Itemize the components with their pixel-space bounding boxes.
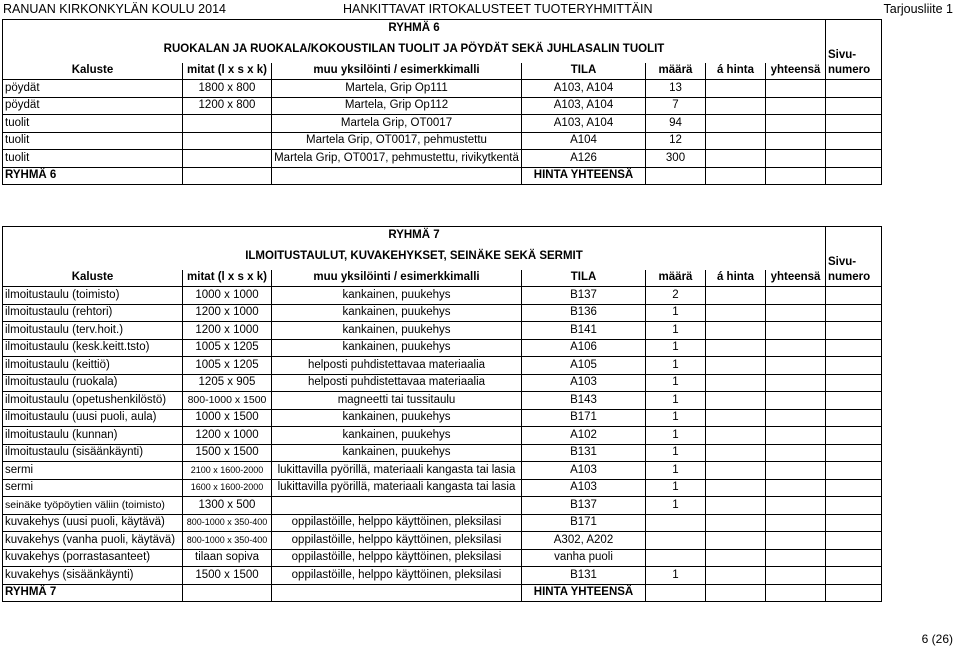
cell-empty: [766, 514, 826, 532]
table-row: [3, 567, 882, 585]
cell-muu: magneetti tai tussitaulu: [272, 392, 522, 410]
cell-mitat: 1600 x 1600-2000: [183, 479, 272, 497]
group6-table: [2, 19, 882, 185]
header-document-title: HANKITTAVAT IRTOKALUSTEET TUOTERYHMITTÄIN: [343, 2, 653, 16]
cell-tila: B131: [522, 444, 646, 462]
cell-muu: kankainen, puukehys: [272, 287, 522, 305]
cell-tila: B137: [522, 287, 646, 305]
cell-empty: [766, 304, 826, 322]
cell-maara: 13: [646, 80, 706, 98]
cell-empty: [826, 444, 882, 462]
cell-empty: [706, 80, 766, 98]
cell-empty: [766, 532, 826, 550]
cell-muu: kankainen, puukehys: [272, 304, 522, 322]
cell-empty: [826, 567, 882, 585]
cell-mitat: [183, 150, 272, 168]
col-maara: määrä: [646, 63, 706, 80]
col-sivunumero: numero: [826, 270, 882, 287]
col-kaluste: Kaluste: [3, 270, 183, 287]
cell-tila: B131: [522, 567, 646, 585]
cell-empty: [766, 115, 826, 133]
group6-footer-total-label: HINTA YHTEENSÄ: [522, 167, 646, 185]
cell-empty: [706, 304, 766, 322]
cell-empty: [766, 97, 826, 115]
header-school-name: RANUAN KIRKONKYLÄN KOULU 2014: [3, 2, 226, 16]
cell-empty: [826, 532, 882, 550]
cell-empty: [706, 549, 766, 567]
cell-tila: A104: [522, 132, 646, 150]
cell-empty: [766, 497, 826, 515]
cell-empty: [826, 322, 882, 340]
cell-tila: A126: [522, 150, 646, 168]
cell-mitat: 1200 x 800: [183, 97, 272, 115]
cell-kaluste: kuvakehys (sisäänkäynti): [3, 567, 183, 585]
cell-empty: [766, 444, 826, 462]
cell-empty: [706, 409, 766, 427]
cell-muu: helposti puhdistettavaa materiaalia: [272, 374, 522, 392]
cell-empty: [826, 132, 882, 150]
cell-mitat: 1500 x 1500: [183, 567, 272, 585]
cell-mitat: 1300 x 500: [183, 497, 272, 515]
cell-empty: [826, 304, 882, 322]
cell-empty: [706, 150, 766, 168]
cell-mitat: 1800 x 800: [183, 80, 272, 98]
table-row: [3, 392, 882, 410]
cell-tila: A105: [522, 357, 646, 375]
cell-mitat: 800-1000 x 350-400: [183, 514, 272, 532]
cell-kaluste: ilmoitustaulu (sisäänkäynti): [3, 444, 183, 462]
cell-kaluste: pöydät: [3, 97, 183, 115]
header-attachment-label: Tarjousliite 1: [883, 2, 953, 16]
col-mitat: mitat (l x s x k): [183, 270, 272, 287]
cell-tila: A103: [522, 479, 646, 497]
cell-maara: 1: [646, 462, 706, 480]
group7-table: [2, 226, 882, 602]
cell-empty: [706, 132, 766, 150]
cell-tila: A103, A104: [522, 115, 646, 133]
cell-kaluste: ilmoitustaulu (kunnan): [3, 427, 183, 445]
table-row: [3, 427, 882, 445]
cell-muu: oppilastöille, helppo käyttöinen, pleksilasi: [272, 532, 522, 550]
cell-muu: Martela Grip, OT0017: [272, 115, 522, 133]
cell-empty: [706, 357, 766, 375]
cell-maara: 1: [646, 374, 706, 392]
cell-empty: [766, 392, 826, 410]
table-row: [3, 115, 882, 133]
cell-maara: 1: [646, 444, 706, 462]
cell-empty: [766, 374, 826, 392]
col-yhteensa: yhteensä: [766, 270, 826, 287]
cell-tila: B143: [522, 392, 646, 410]
cell-maara: [646, 532, 706, 550]
cell-tila: A103, A104: [522, 97, 646, 115]
cell-kaluste: ilmoitustaulu (toimisto): [3, 287, 183, 305]
cell-muu: oppilastöille, helppo käyttöinen, pleksilasi: [272, 549, 522, 567]
cell-kaluste: ilmoitustaulu (terv.hoit.): [3, 322, 183, 340]
cell-mitat: 1000 x 1500: [183, 409, 272, 427]
table-row: [3, 374, 882, 392]
cell-mitat: 1200 x 1000: [183, 427, 272, 445]
table-row: [3, 304, 882, 322]
cell-empty: [766, 427, 826, 445]
cell-kaluste: kuvakehys (porrastasanteet): [3, 549, 183, 567]
table-row: [3, 357, 882, 375]
table-row: [3, 497, 882, 515]
cell-kaluste: seinäke työpöytien väliin (toimisto): [3, 497, 183, 515]
cell-tila: B171: [522, 409, 646, 427]
table-row: [3, 514, 882, 532]
cell-empty: [826, 287, 882, 305]
cell-maara: 1: [646, 427, 706, 445]
cell-mitat: [183, 115, 272, 133]
cell-mitat: 1000 x 1000: [183, 287, 272, 305]
cell-kaluste: sermi: [3, 479, 183, 497]
cell-empty: [766, 150, 826, 168]
cell-muu: [272, 497, 522, 515]
col-ahinta: á hinta: [706, 270, 766, 287]
cell-mitat: 1005 x 1205: [183, 357, 272, 375]
cell-empty: [826, 392, 882, 410]
cell-maara: 1: [646, 322, 706, 340]
cell-muu: kankainen, puukehys: [272, 409, 522, 427]
cell-empty: [766, 549, 826, 567]
col-mitat: mitat (l x s x k): [183, 63, 272, 80]
cell-mitat: [183, 132, 272, 150]
cell-empty: [826, 357, 882, 375]
cell-empty: [826, 97, 882, 115]
cell-empty: [826, 497, 882, 515]
cell-mitat: 2100 x 1600-2000: [183, 462, 272, 480]
cell-empty: [826, 549, 882, 567]
cell-empty: [826, 427, 882, 445]
col-tila: TILA: [522, 63, 646, 80]
col-maara: määrä: [646, 270, 706, 287]
cell-muu: lukittavilla pyörillä, materiaali kangasta tai lasia: [272, 479, 522, 497]
cell-kaluste: ilmoitustaulu (ruokala): [3, 374, 183, 392]
cell-tila: A102: [522, 427, 646, 445]
table-row: [3, 549, 882, 567]
group7-footer-label: RYHMÄ 7: [3, 584, 183, 602]
cell-tila: A302, A202: [522, 532, 646, 550]
cell-empty: [706, 287, 766, 305]
cell-empty: [826, 80, 882, 98]
cell-empty: [706, 497, 766, 515]
cell-kaluste: kuvakehys (vanha puoli, käytävä): [3, 532, 183, 550]
cell-empty: [826, 339, 882, 357]
cell-empty: [706, 115, 766, 133]
cell-tila: vanha puoli: [522, 549, 646, 567]
cell-mitat: 1200 x 1000: [183, 322, 272, 340]
cell-empty: [766, 80, 826, 98]
cell-maara: 1: [646, 497, 706, 515]
cell-muu: lukittavilla pyörillä, materiaali kangasta tai lasia: [272, 462, 522, 480]
cell-empty: [766, 322, 826, 340]
cell-maara: 1: [646, 304, 706, 322]
sivu-header-top: Sivu-: [826, 37, 882, 63]
col-ahinta: á hinta: [706, 63, 766, 80]
table-row: [3, 532, 882, 550]
cell-muu: Martela Grip, OT0017, pehmustettu, rivikytkentä: [272, 150, 522, 168]
cell-empty: [826, 115, 882, 133]
table-row: [3, 322, 882, 340]
col-tila: TILA: [522, 270, 646, 287]
cell-mitat: 1205 x 905: [183, 374, 272, 392]
table-row: [3, 444, 882, 462]
cell-empty: [766, 132, 826, 150]
col-muu: muu yksilöinti / esimerkkimalli: [272, 270, 522, 287]
cell-kaluste: ilmoitustaulu (rehtori): [3, 304, 183, 322]
cell-kaluste: ilmoitustaulu (kesk.keitt.tsto): [3, 339, 183, 357]
cell-maara: 300: [646, 150, 706, 168]
cell-mitat: 1500 x 1500: [183, 444, 272, 462]
cell-empty: [766, 339, 826, 357]
cell-empty: [706, 427, 766, 445]
cell-kaluste: tuolit: [3, 132, 183, 150]
col-muu: muu yksilöinti / esimerkkimalli: [272, 63, 522, 80]
group6-subtitle: RUOKALAN JA RUOKALA/KOKOUSTILAN TUOLIT JA PÖYDÄT SEKÄ JUHLASALIN TUOLIT: [3, 37, 826, 63]
cell-maara: [646, 514, 706, 532]
cell-empty: [766, 462, 826, 480]
cell-maara: 1: [646, 339, 706, 357]
cell-empty: [766, 479, 826, 497]
cell-empty: [826, 150, 882, 168]
cell-empty: [706, 567, 766, 585]
cell-empty: [766, 287, 826, 305]
cell-kaluste: ilmoitustaulu (keittiö): [3, 357, 183, 375]
cell-mitat: 1200 x 1000: [183, 304, 272, 322]
cell-maara: [646, 549, 706, 567]
cell-empty: [706, 322, 766, 340]
cell-empty: [706, 462, 766, 480]
table-row: [3, 409, 882, 427]
cell-maara: 12: [646, 132, 706, 150]
cell-muu: kankainen, puukehys: [272, 322, 522, 340]
cell-mitat: 1005 x 1205: [183, 339, 272, 357]
cell-empty: [706, 392, 766, 410]
cell-muu: Martela, Grip Op112: [272, 97, 522, 115]
cell-empty: [826, 462, 882, 480]
cell-mitat: 800-1000 x 1500: [183, 392, 272, 410]
table-row: [3, 150, 882, 168]
cell-empty: [706, 444, 766, 462]
cell-muu: Martela, Grip Op111: [272, 80, 522, 98]
cell-tila: B137: [522, 497, 646, 515]
table-row: [3, 287, 882, 305]
cell-maara: 1: [646, 357, 706, 375]
table-row: [3, 462, 882, 480]
group6-footer-label: RYHMÄ 6: [3, 167, 183, 185]
cell-maara: 1: [646, 479, 706, 497]
cell-maara: 1: [646, 567, 706, 585]
cell-mitat: 800-1000 x 350-400: [183, 532, 272, 550]
cell-kaluste: ilmoitustaulu (uusi puoli, aula): [3, 409, 183, 427]
cell-tila: A103: [522, 374, 646, 392]
cell-kaluste: pöydät: [3, 80, 183, 98]
cell-maara: 1: [646, 392, 706, 410]
cell-tila: B141: [522, 322, 646, 340]
table-row: [3, 80, 882, 98]
cell-empty: [826, 479, 882, 497]
cell-empty: [706, 97, 766, 115]
cell-empty: [766, 357, 826, 375]
cell-tila: A106: [522, 339, 646, 357]
cell-muu: kankainen, puukehys: [272, 339, 522, 357]
sivu-header-top: Sivu-: [826, 244, 882, 270]
cell-kaluste: ilmoitustaulu (opetushenkilöstö): [3, 392, 183, 410]
cell-empty: [766, 567, 826, 585]
col-sivunumero: numero: [826, 63, 882, 80]
cell-muu: kankainen, puukehys: [272, 427, 522, 445]
cell-maara: 94: [646, 115, 706, 133]
cell-empty: [706, 479, 766, 497]
cell-maara: 2: [646, 287, 706, 305]
cell-empty: [766, 409, 826, 427]
table-row: [3, 339, 882, 357]
group6-title: RYHMÄ 6: [3, 20, 826, 37]
cell-tila: A103, A104: [522, 80, 646, 98]
cell-muu: oppilastöille, helppo käyttöinen, pleksilasi: [272, 514, 522, 532]
group7-title: RYHMÄ 7: [3, 227, 826, 244]
col-yhteensa: yhteensä: [766, 63, 826, 80]
cell-muu: Martela Grip, OT0017, pehmustettu: [272, 132, 522, 150]
group7-footer-total-label: HINTA YHTEENSÄ: [522, 584, 646, 602]
cell-kaluste: tuolit: [3, 115, 183, 133]
page-number: 6 (26): [921, 632, 953, 646]
cell-maara: 7: [646, 97, 706, 115]
table-row: [3, 97, 882, 115]
cell-kaluste: sermi: [3, 462, 183, 480]
table-row: [3, 132, 882, 150]
table-row: [3, 479, 882, 497]
cell-empty: [826, 514, 882, 532]
cell-tila: B171: [522, 514, 646, 532]
cell-empty: [706, 374, 766, 392]
cell-tila: B136: [522, 304, 646, 322]
cell-maara: 1: [646, 409, 706, 427]
cell-empty: [706, 514, 766, 532]
cell-empty: [826, 374, 882, 392]
col-kaluste: Kaluste: [3, 63, 183, 80]
cell-muu: kankainen, puukehys: [272, 444, 522, 462]
cell-empty: [706, 532, 766, 550]
group7-subtitle: ILMOITUSTAULUT, KUVAKEHYKSET, SEINÄKE SEKÄ SERMIT: [3, 244, 826, 270]
cell-empty: [826, 409, 882, 427]
cell-muu: oppilastöille, helppo käyttöinen, pleksilasi: [272, 567, 522, 585]
cell-mitat: tilaan sopiva: [183, 549, 272, 567]
cell-muu: helposti puhdistettavaa materiaalia: [272, 357, 522, 375]
cell-tila: A103: [522, 462, 646, 480]
cell-empty: [706, 339, 766, 357]
cell-kaluste: kuvakehys (uusi puoli, käytävä): [3, 514, 183, 532]
cell-kaluste: tuolit: [3, 150, 183, 168]
